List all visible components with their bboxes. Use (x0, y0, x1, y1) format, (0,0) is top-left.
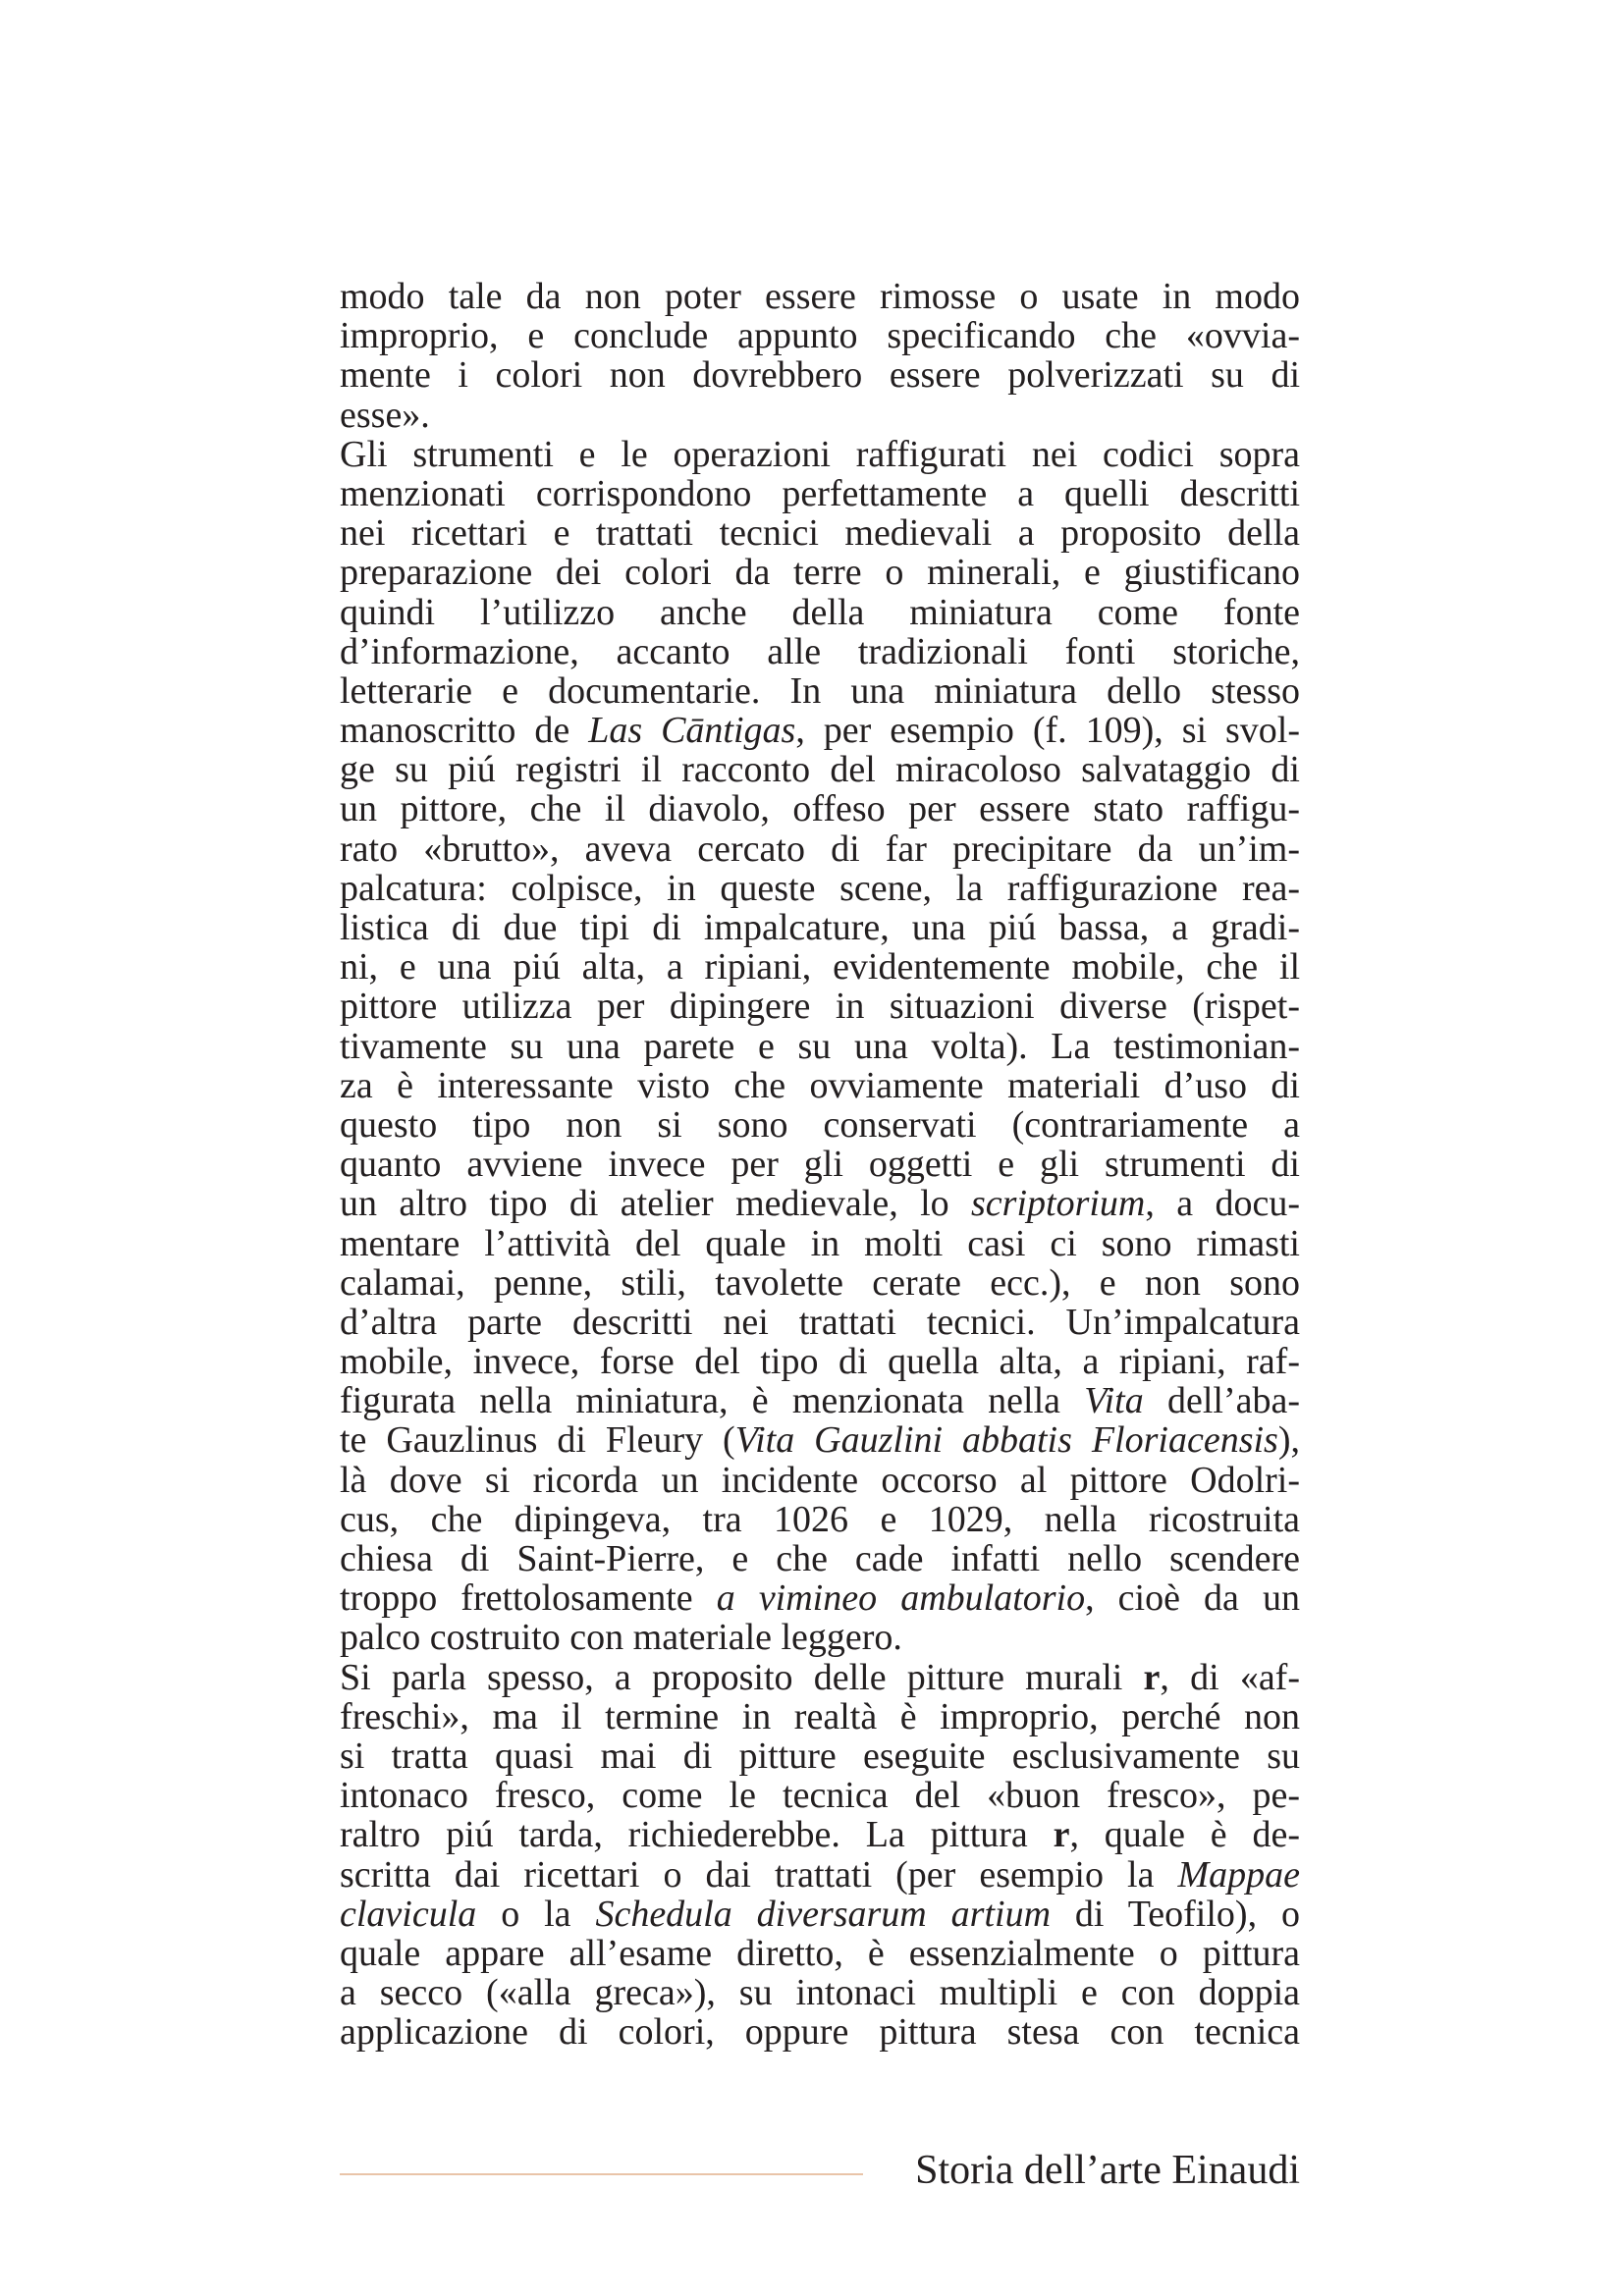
bold-text: r (1143, 1656, 1161, 1698)
text-line (340, 1066, 1300, 1105)
text-segment: questo tipo non si sono conservati (contrariamente a (340, 1103, 1300, 1146)
text-line (340, 908, 1300, 947)
text-segment: , quale è de- (1069, 1814, 1300, 1856)
text-segment: intonaco fresco, come le tecnica del «buon fresco», pe- (340, 1775, 1300, 1817)
text-segment: dell’aba- (1143, 1380, 1300, 1422)
text-segment: d’informazione, accanto alle tradizionali fonti storiche, (340, 630, 1300, 672)
text-line (340, 1618, 1300, 1657)
text-segment: , cioè da un (1085, 1577, 1300, 1620)
text-line (340, 1815, 1300, 1854)
text-line (340, 1145, 1300, 1184)
body-text (340, 277, 1300, 2052)
text-segment: manoscritto de (340, 710, 589, 752)
text-segment: o la (476, 1893, 596, 1935)
text-segment: palco costruito con materiale leggero. (340, 1617, 902, 1659)
text-segment: listica di due tipi di impalcature, una piú bassa, a gradi- (340, 907, 1300, 948)
text-segment: cus, che dipingeva, tra 1026 e 1029, nella ricostruita (340, 1498, 1300, 1540)
text-segment: ni, e una piú alta, a ripiani, evidentemente mobile, che il (340, 946, 1300, 988)
text-segment: Gli strumenti e le operazioni raffigurati nei codici sopra (340, 433, 1300, 475)
text-line (340, 355, 1300, 395)
text-segment: letterarie e documentarie. In una miniatura dello stesso (340, 669, 1300, 712)
text-segment: si tratta quasi mai di pitture eseguite esclusivamente su (340, 1735, 1300, 1777)
text-line (340, 1105, 1300, 1145)
bold-text: r (1053, 1814, 1070, 1856)
text-line (340, 987, 1300, 1026)
text-segment: un altro tipo di atelier medievale, lo (340, 1183, 972, 1225)
text-line (340, 1224, 1300, 1263)
italic-text: clavicula (340, 1893, 477, 1935)
italic-text: Schedula diversarum artium (595, 1893, 1052, 1935)
text-line (340, 789, 1300, 828)
text-line (340, 1697, 1300, 1736)
text-line (340, 750, 1300, 789)
text-line (340, 1539, 1300, 1578)
text-line (340, 513, 1300, 553)
text-segment: nei ricettari e trattati tecnici medievali a proposito della (340, 512, 1300, 555)
italic-text: Vita Gauzlini abbatis Floriacensis (734, 1419, 1278, 1462)
italic-text: Mappae (1177, 1853, 1300, 1896)
text-segment: modo tale da non poter essere rimosse o usate in modo (340, 276, 1300, 317)
text-segment: quanto avviene invece per gli oggetti e gli strumenti di (340, 1144, 1300, 1186)
text-segment: mobile, invece, forse del tipo di quella alta, a ripiani, raf- (340, 1341, 1300, 1383)
text-segment: , a docu- (1145, 1183, 1300, 1225)
text-line (340, 1461, 1300, 1500)
text-segment: rato «brutto», aveva cercato di far precipitare da un’im- (340, 828, 1300, 870)
text-line (340, 711, 1300, 750)
text-segment: preparazione dei colori da terre o minerali, e giustificano (340, 552, 1300, 594)
text-line (340, 316, 1300, 355)
text-segment: calamai, penne, stili, tavolette cerate ecc.), e non sono (340, 1261, 1300, 1304)
text-line (340, 1381, 1300, 1420)
text-segment: esse». (340, 394, 430, 436)
text-segment: , per esempio (f. 109), si svol- (795, 710, 1300, 752)
text-segment: palcatura: colpisce, in queste scene, la raffigurazione rea- (340, 867, 1300, 909)
text-line (340, 277, 1300, 316)
text-segment: , di «af- (1160, 1656, 1300, 1698)
text-segment: ge su piú registri il racconto del miracoloso salvataggio di (340, 749, 1300, 791)
italic-text: Vita (1084, 1380, 1144, 1422)
text-line (340, 474, 1300, 513)
text-segment: quale appare all’esame diretto, è essenzialmente o pittura (340, 1932, 1300, 1974)
text-segment: menzionati corrispondono perfettamente a quelli descritti (340, 472, 1300, 514)
text-line (340, 553, 1300, 592)
italic-text: a vimineo ambulatorio (716, 1577, 1086, 1620)
body-lines (340, 277, 1300, 2052)
text-segment: chiesa di Saint-Pierre, e che cade infatti nello scendere (340, 1538, 1300, 1579)
text-line (340, 435, 1300, 474)
text-line (340, 1263, 1300, 1303)
italic-text: scriptorium (971, 1183, 1146, 1225)
text-segment: pittore utilizza per dipingere in situazioni diverse (rispet- (340, 986, 1300, 1028)
text-line (340, 396, 1300, 435)
text-segment: di Teofilo), o (1051, 1893, 1300, 1935)
text-line (340, 1500, 1300, 1539)
text-line (340, 1303, 1300, 1342)
italic-text: Las Cāntigas (588, 710, 796, 752)
footer-title: Storia dell’arte Einaudi (915, 2148, 1300, 2193)
text-line (340, 1736, 1300, 1776)
text-line (340, 1658, 1300, 1697)
text-segment: applicazione di colori, oppure pittura stesa con tecnica (340, 2011, 1300, 2054)
text-line (340, 671, 1300, 711)
text-segment: za è interessante visto che ovviamente materiali d’uso di (340, 1064, 1300, 1106)
text-line (340, 593, 1300, 632)
text-line (340, 1776, 1300, 1815)
text-segment: ), (1277, 1419, 1300, 1462)
text-line (340, 1184, 1300, 1223)
text-segment: scritta dai ricettari o dai trattati (per esempio la (340, 1853, 1178, 1896)
text-line (340, 1934, 1300, 1973)
text-line (340, 1342, 1300, 1381)
text-segment: d’altra parte descritti nei trattati tecnici. Un’impalcatura (340, 1301, 1300, 1343)
text-line (340, 829, 1300, 869)
text-line (340, 1420, 1300, 1460)
footer-rule (340, 2173, 863, 2175)
text-line (340, 632, 1300, 671)
text-segment: mentare l’attività del quale in molti casi ci sono rimasti (340, 1222, 1300, 1264)
text-segment: figurata nella miniatura, è menzionata nella (340, 1380, 1085, 1422)
text-line (340, 1855, 1300, 1895)
text-line (340, 1578, 1300, 1618)
text-line (340, 1027, 1300, 1066)
text-segment: quindi l’utilizzo anche della miniatura come fonte (340, 591, 1300, 633)
text-segment: un pittore, che il diavolo, offeso per essere stato raffigu- (340, 788, 1300, 830)
text-segment: improprio, e conclude appunto specificando che «ovvia- (340, 315, 1300, 357)
text-segment: freschi», ma il termine in realtà è improprio, perché non (340, 1695, 1300, 1737)
text-segment: mente i colori non dovrebbero essere polverizzati su di (340, 354, 1300, 397)
text-segment: là dove si ricorda un incidente occorso al pittore Odolri- (340, 1459, 1300, 1501)
text-segment: tivamente su una parete e su una volta). La testimonian- (340, 1025, 1300, 1067)
text-segment: te Gauzlinus di Fleury ( (340, 1419, 735, 1462)
text-line (340, 2012, 1300, 2052)
text-segment: a secco («alla greca»), su intonaci multipli e con doppia (340, 1972, 1300, 2014)
text-line (340, 869, 1300, 908)
text-line (340, 1895, 1300, 1934)
text-segment: troppo frettolosamente (340, 1577, 717, 1620)
text-line (340, 1973, 1300, 2012)
text-segment: Si parla spesso, a proposito delle pitture murali (340, 1656, 1144, 1698)
text-line (340, 947, 1300, 987)
text-segment: raltro piú tarda, richiederebbe. La pittura (340, 1814, 1054, 1856)
